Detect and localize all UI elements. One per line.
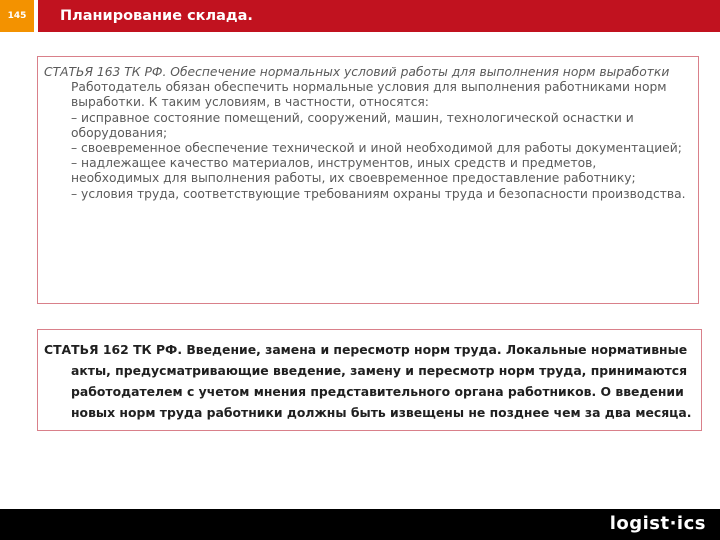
page-number-badge — [0, 0, 34, 32]
article-163-line: Работодатель обязан обеспечить нормальные условия для выполнения работниками норм выработки. К таким условиям, в частности, относятся: — [71, 80, 667, 110]
article-162-text: СТАТЬЯ 162 ТК РФ. Введение, замена и пересмотр норм труда. Локальные нормативные акты, предусматривающие введение, замену и пересмотр норм труда, принимаются работодателем с учетом мнения представительного органа работников. О введении новых норм труда работники должны быть извещены не позднее чем за два месяца. — [44, 342, 692, 420]
footer-bar — [0, 509, 720, 540]
article-163-text — [44, 65, 688, 202]
header-divider — [34, 0, 38, 32]
article-163-line: – надлежащее качество материалов, инструментов, иных средств и предметов, необходимых для выполнения работы, их своевременное предоставление работнику; — [71, 156, 636, 186]
article-163-line: – исправное состояние помещений, сооружений, машин, технологической оснастки и оборудования; — [71, 110, 634, 140]
page-number: 145 — [7, 11, 27, 21]
page-title: Планирование склада. — [60, 8, 253, 24]
article-162-box — [37, 329, 702, 431]
logistics-logo: logist·ics — [609, 513, 706, 534]
article-163-box — [37, 56, 699, 304]
article-163-line: – своевременное обеспечение технической и иной необходимой для работы документацией; — [71, 141, 682, 156]
article-163-title: СТАТЬЯ 163 ТК РФ. Обеспечение нормальных условий работы для выполнения норм выработки — [44, 65, 670, 79]
article-163-line: – условия труда, соответствующие требованиям охраны труда и безопасности производства. — [71, 186, 686, 201]
header-bar — [0, 0, 720, 32]
